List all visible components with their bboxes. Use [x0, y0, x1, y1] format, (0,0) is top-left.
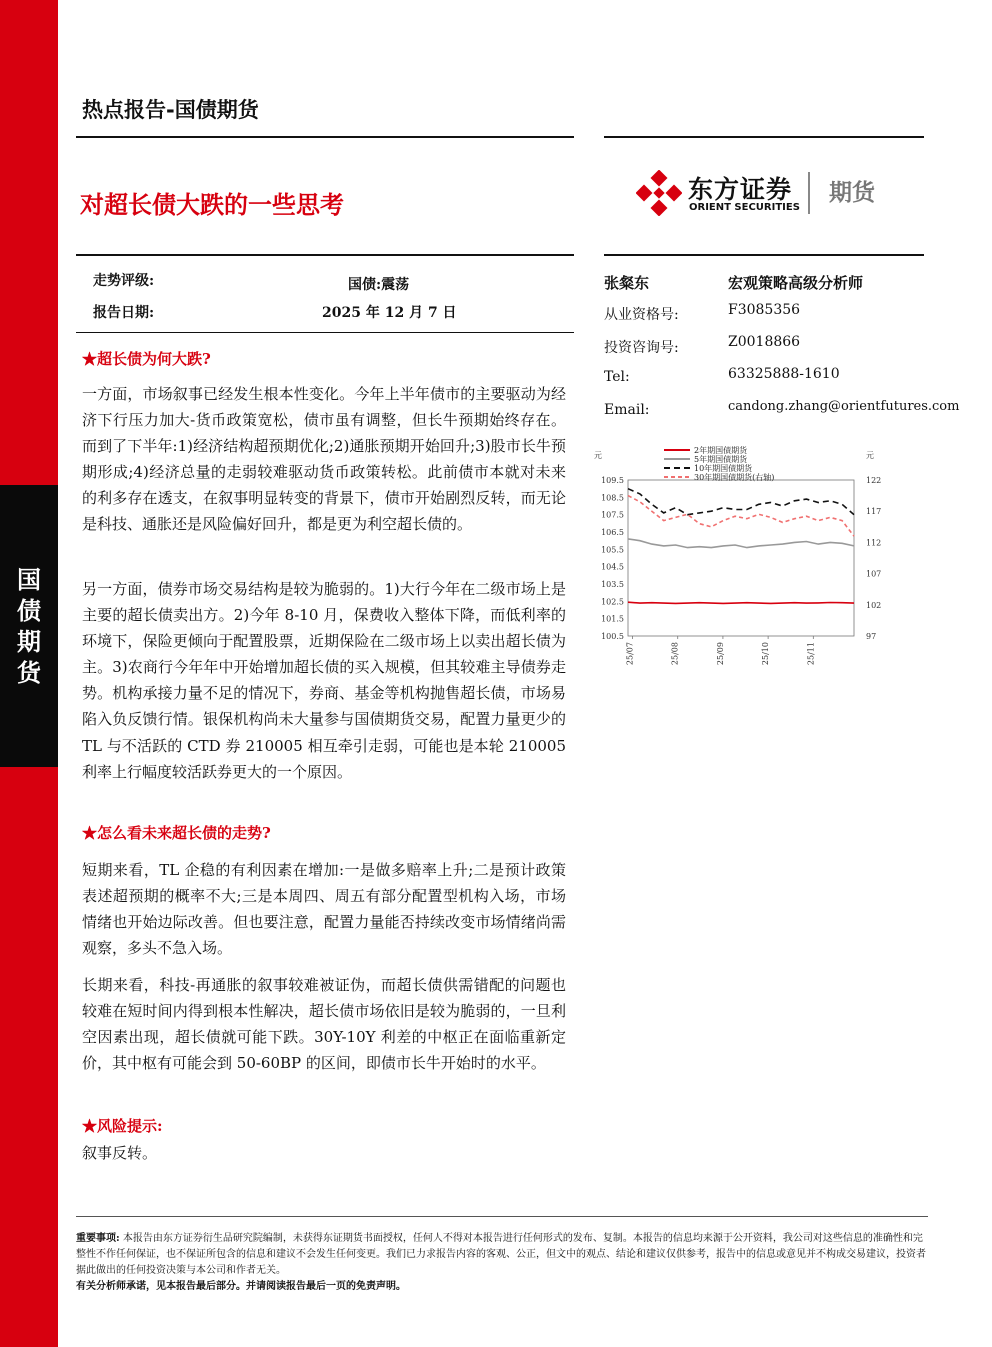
side-label-char: 期	[17, 628, 41, 656]
paragraph: 长期来看，科技-再通胀的叙事较难被证伪，而超长债供需错配的问题也较难在短时间内得到根本性解决，超长债市场依旧是较为脆弱的，一旦利空因素出现，超长债就可能下跌。30Y-10Y 利差的中枢正在面临重新定价，其中枢有可能会到 50-60BP 的区间，即债市长牛开始时的水平。	[82, 976, 566, 1073]
rating-label: 走势评级:	[93, 273, 155, 289]
disclaimer-heading: 重要事项:	[76, 1233, 120, 1244]
date-label: 报告日期:	[93, 305, 155, 321]
side-label-char: 货	[17, 659, 41, 687]
company-logo	[636, 168, 896, 220]
tel-value: 63325888-1610	[728, 366, 840, 382]
rating-value: 国债:震荡	[348, 277, 410, 293]
y-right-tick-label: 102	[866, 600, 882, 610]
side-label-char: 国	[17, 566, 41, 594]
analyst-name: 张粲东	[604, 274, 650, 292]
series-line	[628, 489, 854, 515]
y-right-tick-label: 107	[866, 569, 882, 579]
date-value: 2025 年 12 月 7 日	[322, 305, 457, 321]
section-heading: ★超长债为何大跌?	[82, 350, 211, 368]
consult-label: 投资咨询号:	[604, 340, 679, 356]
y-left-tick-label: 108.5	[601, 493, 624, 503]
x-tick-label: 25/10	[761, 642, 771, 666]
section-heading: ★风险提示:	[82, 1117, 163, 1135]
y-left-tick-label: 103.5	[601, 580, 624, 589]
y-right-tick-label: 122	[866, 476, 882, 485]
y-left-tick-label: 104.5	[601, 562, 624, 572]
y-right-tick-label: 117	[866, 507, 882, 517]
paragraph: 另一方面，债券市场交易结构是较为脆弱的。1)大行今年在二级市场上是主要的超长债卖出方。2)今年 8-10 月，保费收入整体下降，而低利率的环境下，保险更倾向于配置股票，近期保险在二级市场上以卖出超长债为主。3)农商行今年年中开始增加超长债的买入规模，但其较难主导债券走势。机构承接力量不足的情况下，券商、基金等机构抛售超长债，市场易陷入负反馈行情。银保机构尚未大量参与国债期货交易，配置力量更少的 TL 与不活跃的 CTD 券 210005 相互牵引走弱，可能也是本轮 210005 利率上行幅度较活跃券更大的一个原因。	[82, 580, 566, 781]
legend-label: 10年期国债期货	[694, 464, 753, 473]
x-tick-label: 25/11	[806, 642, 816, 666]
y-right-tick-label: 97	[866, 632, 877, 641]
legend-label: 2年期国债期货	[694, 446, 748, 455]
logo-divider	[808, 172, 810, 214]
logo-name-en: ORIENT SECURITIES	[689, 202, 800, 213]
disclaimer-rule	[76, 1216, 928, 1217]
email-label: Email:	[604, 402, 650, 418]
side-label-char: 债	[17, 597, 41, 625]
x-tick-label: 25/08	[670, 642, 680, 666]
y-left-tick-label: 100.5	[601, 632, 624, 641]
y-left-tick-label: 101.5	[601, 614, 624, 624]
logo-futures: 期货	[829, 180, 875, 206]
plot-frame	[628, 480, 854, 636]
title-rule-right	[604, 254, 924, 256]
series-line	[628, 539, 854, 548]
orient-logo-icon	[636, 170, 682, 216]
paragraph: 叙事反转。	[82, 1144, 158, 1162]
y-right-tick-label: 112	[866, 538, 882, 548]
y-left-tick-label: 109.5	[601, 476, 624, 485]
page-title: 对超长债大跌的一些思考	[80, 191, 344, 219]
tel-label: Tel:	[604, 369, 630, 385]
legend-label: 30年期国债期货(右轴)	[694, 473, 775, 482]
bond-futures-chart	[588, 440, 898, 685]
y-left-tick-label: 105.5	[601, 545, 624, 555]
y-left-unit: 元	[594, 451, 602, 460]
qualification-value: F3085356	[728, 302, 801, 318]
legend-label: 5年期国债期货	[694, 455, 748, 464]
qualification-label: 从业资格号:	[604, 307, 679, 323]
header-rule-left	[76, 136, 574, 138]
series-line	[628, 602, 854, 603]
disclaimer-text: 本报告由东方证券衍生品研究院编制，未获得东证期货书面授权，任何人不得对本报告进行任何形式的发布、复制。本报告的信息均来源于公开资料，我公司对这些信息的准确性和完整性不作任何保证，也不保证所包含的信息和建议不会发生任何变更。我们已力求报告内容的客观、公正，但文中的观点、结论和建议仅供参考，报告中的信息或意见并不构成交易建议，投资者据此做出的任何投资决策与本公司和作者无关。	[76, 1233, 926, 1276]
analyst-title: 宏观策略高级分析师	[728, 274, 864, 292]
y-right-unit: 元	[866, 451, 874, 460]
series-line	[628, 496, 854, 537]
x-tick-label: 25/07	[625, 642, 635, 666]
y-left-tick-label: 102.5	[601, 597, 624, 607]
x-tick-label: 25/09	[715, 642, 725, 666]
header-rule-right	[604, 136, 924, 138]
paragraph: 短期来看，TL 企稳的有利因素在增加:一是做多赔率上升;二是预计政策表述超预期的概率不大;三是本周四、周五有部分配置型机构入场，市场情绪也开始边际改善。但也要注意，配置力量能否持续改变市场情绪尚需观察，多头不急入场。	[82, 861, 566, 958]
y-left-tick-label: 107.5	[601, 510, 624, 520]
y-left-tick-label: 106.5	[601, 528, 624, 537]
side-label	[0, 565, 58, 689]
disclaimer-note: 有关分析师承诺，见本报告最后部分。并请阅读报告最后一页的免责声明。	[76, 1281, 406, 1292]
disclaimer	[76, 1231, 928, 1295]
section-heading: ★怎么看未来超长债的走势?	[82, 824, 271, 842]
consult-value: Z0018866	[728, 334, 801, 350]
report-type: 热点报告-国债期货	[82, 98, 259, 122]
meta-rule	[76, 332, 574, 333]
paragraph: 一方面，市场叙事已经发生根本性变化。今年上半年债市的主要驱动为经济下行压力加大-货币政策宽松，债市虽有调整，但长牛预期始终存在。而到了下半年:1)经济结构超预期优化;2)通胀预期开始回升;3)股市长牛预期形成;4)经济总量的走弱较难驱动货币政策转松。此前债市本就对未来的利多存在透支，在叙事明显转变的背景下，债市开始剧烈反转，而无论是科技、通胀还是风险偏好回升，都是更为利空超长债的。	[82, 385, 566, 534]
title-rule-left	[76, 254, 574, 256]
email-value[interactable]: candong.zhang@orientfutures.com	[728, 399, 960, 414]
logo-name-cn: 东方证券	[688, 175, 793, 204]
